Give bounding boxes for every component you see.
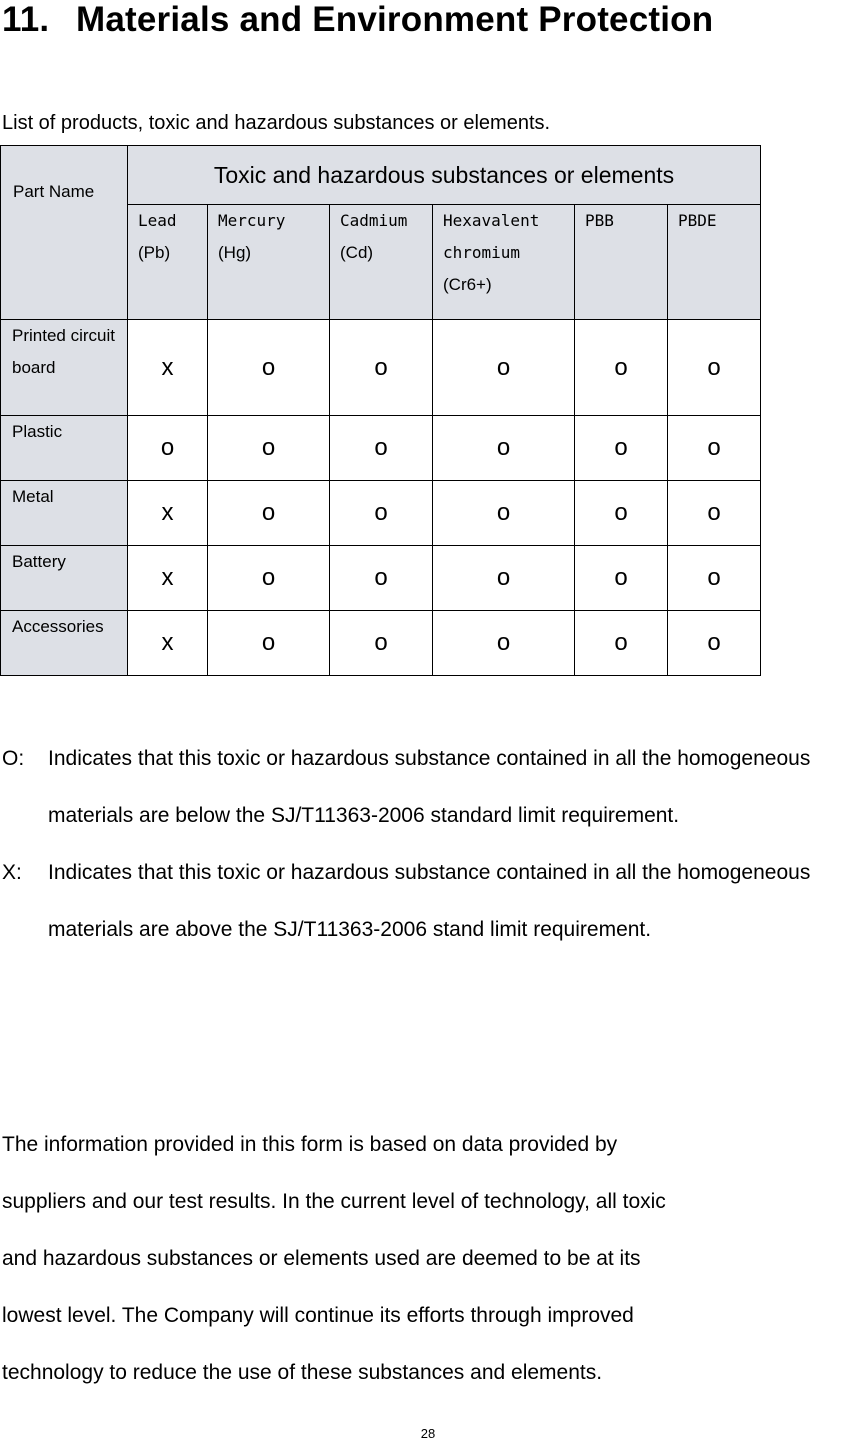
- substance-mark: o: [668, 546, 761, 611]
- substance-abbr: (Cr6+): [443, 275, 492, 294]
- substance-mark: x: [128, 320, 208, 416]
- substance-abbr: (Pb): [138, 243, 171, 262]
- substance-mark: o: [668, 481, 761, 546]
- paragraph-line: lowest level. The Company will continue its efforts through improved: [2, 1304, 634, 1327]
- substance-mark: x: [128, 611, 208, 676]
- legend-text: Indicates that this toxic or hazardous substance contained in all the homogeneous materials are above the SJ/T11363-2006 stand limit requirement.: [48, 861, 811, 941]
- substance-mark: o: [433, 320, 575, 416]
- substance-mark: o: [575, 611, 668, 676]
- substance-name: Hexavalent: [443, 211, 540, 230]
- substances-group-header: Toxic and hazardous substances or elements: [128, 146, 761, 205]
- legend-note-o: [2, 730, 852, 844]
- part-name-header: Part Name: [1, 146, 128, 320]
- substance-mark: o: [433, 611, 575, 676]
- table-row: [1, 546, 761, 611]
- substance-header-cadmium: [330, 205, 433, 320]
- substance-mark: o: [208, 481, 330, 546]
- substance-mark: o: [575, 320, 668, 416]
- substance-mark: o: [433, 416, 575, 481]
- substance-name-line2: chromium: [443, 243, 521, 262]
- substance-mark: o: [330, 320, 433, 416]
- legend-text: Indicates that this toxic or hazardous substance contained in all the homogeneous materials are below the SJ/T11363-2006 standard limit requirement.: [48, 747, 811, 827]
- substance-header-lead: [128, 205, 208, 320]
- substance-mark: o: [330, 416, 433, 481]
- legend-notes: [2, 730, 852, 958]
- part-name-cell: Printed circuit board: [1, 320, 128, 416]
- paragraph-line: The information provided in this form is based on data provided by: [2, 1133, 618, 1156]
- intro-text: List of products, toxic and hazardous substances or elements.: [2, 112, 551, 134]
- table-row: [1, 611, 761, 676]
- substance-abbr: (Cd): [340, 243, 374, 262]
- substance-header-hexavalent-chromium: [433, 205, 575, 320]
- legend-key: O:: [2, 747, 25, 770]
- substance-name: PBDE: [678, 211, 717, 230]
- substance-mark: o: [575, 416, 668, 481]
- substance-mark: o: [575, 481, 668, 546]
- section-heading: [2, 0, 713, 40]
- substance-header-pbde: [668, 205, 761, 320]
- hazardous-substances-table: [0, 145, 761, 676]
- section-number: 11.: [2, 0, 50, 39]
- substance-mark: o: [208, 416, 330, 481]
- substance-mark: o: [208, 546, 330, 611]
- paragraph-line: suppliers and our test results. In the current level of technology, all toxic: [2, 1190, 666, 1213]
- substance-mark: o: [330, 481, 433, 546]
- table-row: [1, 416, 761, 481]
- substance-mark: o: [128, 416, 208, 481]
- substance-header-pbb: [575, 205, 668, 320]
- substance-mark: o: [575, 546, 668, 611]
- page-number: 28: [420, 1426, 436, 1441]
- substance-mark: x: [128, 481, 208, 546]
- substance-mark: o: [208, 320, 330, 416]
- paragraph-line: and hazardous substances or elements used are deemed to be at its: [2, 1247, 641, 1270]
- substance-mark: o: [668, 320, 761, 416]
- table-row: [1, 481, 761, 546]
- substance-mark: o: [668, 611, 761, 676]
- substance-mark: o: [433, 481, 575, 546]
- substance-name: PBB: [585, 211, 614, 230]
- information-paragraph: [2, 1116, 856, 1401]
- substance-name: Mercury: [218, 211, 286, 230]
- substance-mark: o: [330, 611, 433, 676]
- section-title: Materials and Environment Protection: [76, 0, 714, 39]
- substance-mark: o: [208, 611, 330, 676]
- substance-mark: o: [330, 546, 433, 611]
- part-name-cell: Accessories: [1, 611, 128, 676]
- substance-name: Cadmium: [340, 211, 408, 230]
- paragraph-line: technology to reduce the use of these substances and elements.: [2, 1361, 603, 1384]
- part-name-cell: Plastic: [1, 416, 128, 481]
- substance-abbr: (Hg): [218, 243, 252, 262]
- substance-mark: x: [128, 546, 208, 611]
- legend-key: X:: [2, 861, 22, 884]
- part-name-cell: Battery: [1, 546, 128, 611]
- substance-name: Lead: [138, 211, 177, 230]
- substance-header-mercury: [208, 205, 330, 320]
- substance-mark: o: [433, 546, 575, 611]
- table-row: [1, 320, 761, 416]
- substance-mark: o: [668, 416, 761, 481]
- legend-note-x: [2, 844, 852, 958]
- part-name-cell: Metal: [1, 481, 128, 546]
